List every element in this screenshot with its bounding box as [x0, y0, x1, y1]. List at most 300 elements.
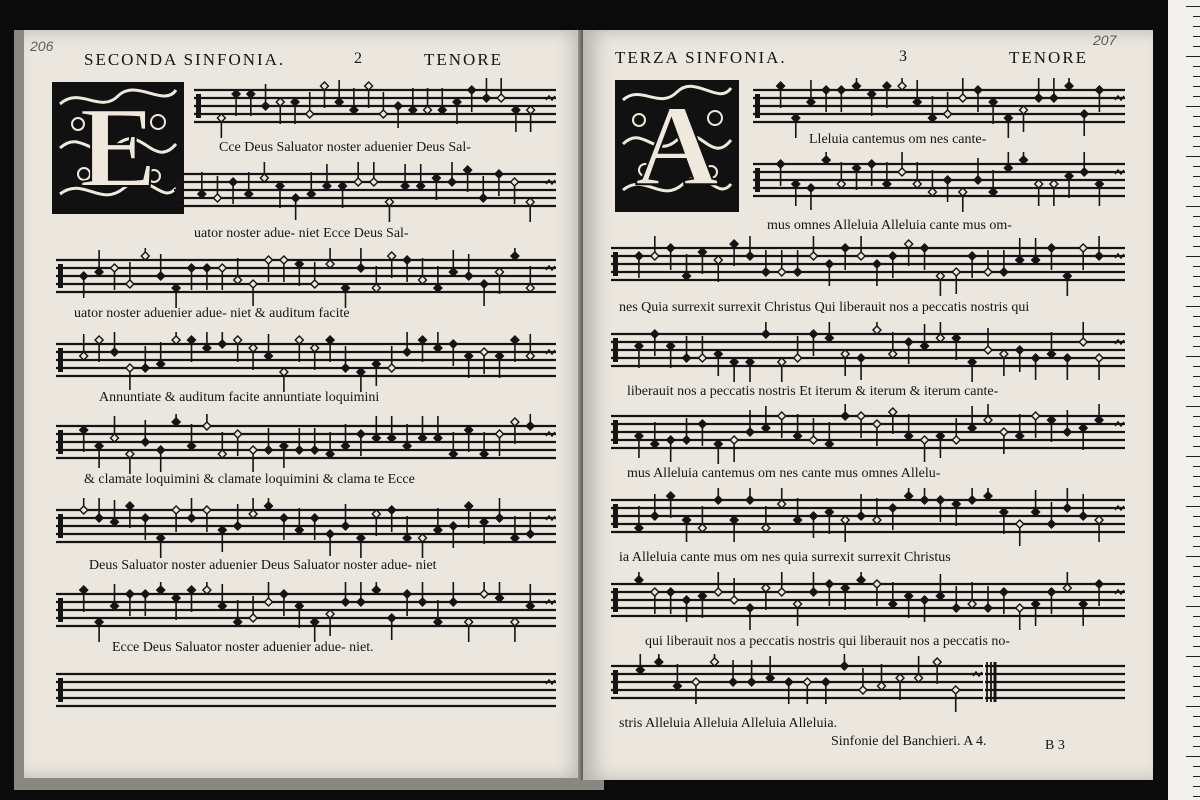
note: [1004, 152, 1012, 172]
note: [1079, 424, 1087, 450]
note: [928, 170, 936, 196]
ruler-tick: [1193, 576, 1200, 577]
note: [913, 162, 921, 188]
note: [683, 254, 691, 280]
note: [635, 506, 643, 532]
note: [95, 336, 103, 362]
lyric-line: Deus Saluator noster aduenier Deus Saluator noster adue- niet: [89, 558, 437, 573]
note: [878, 664, 886, 690]
note: [933, 658, 941, 684]
lyric-line: mus omnes Alleluia Alleluia cante mus om-: [767, 218, 1012, 233]
ruler-tick: [1193, 16, 1200, 17]
clef-mark: [613, 504, 618, 528]
note: [480, 518, 488, 544]
note: [714, 440, 722, 464]
ruler-tick: [1193, 536, 1200, 537]
note: [936, 574, 944, 600]
note: [234, 258, 242, 284]
note: [655, 654, 663, 666]
note: [218, 526, 226, 552]
note: [388, 252, 396, 278]
ruler-tick: [1193, 36, 1200, 37]
note: [698, 248, 706, 274]
note: [323, 164, 331, 190]
lyric-line: uator noster aduenier adue- niet & auditum facite: [74, 306, 350, 321]
note: [746, 488, 754, 504]
note: [234, 600, 242, 626]
note: [496, 268, 504, 294]
note: [651, 422, 659, 448]
music-staff: [56, 414, 556, 474]
note: [896, 674, 904, 700]
ruler-tick: [1186, 356, 1200, 357]
clef-mark: [613, 420, 618, 444]
note: [265, 334, 273, 360]
note: [465, 502, 473, 528]
note: [403, 516, 411, 542]
lyric-line: ia Alleluia cante mus om nes quia surrexit surrexit Christus: [619, 550, 951, 565]
note: [203, 582, 211, 594]
note: [295, 602, 303, 628]
note: [218, 432, 226, 458]
note: [372, 266, 380, 292]
note: [172, 284, 180, 308]
note: [526, 414, 534, 430]
note: [840, 654, 848, 670]
note: [80, 586, 88, 612]
clef-mark: [58, 598, 63, 622]
note: [792, 180, 800, 206]
note: [276, 98, 284, 124]
note: [496, 582, 504, 602]
note: [1065, 78, 1073, 90]
note: [1035, 180, 1043, 206]
music-staff: [611, 488, 1125, 548]
note: [667, 342, 675, 368]
note: [730, 240, 738, 266]
clef-mark: [58, 430, 63, 454]
ruler-tick: [1186, 206, 1200, 207]
note: [794, 600, 802, 626]
note: [480, 432, 488, 458]
decorated-initial: [52, 82, 184, 214]
ruler-tick: [1193, 526, 1200, 527]
ruler-tick: [1193, 186, 1200, 187]
note: [276, 182, 284, 208]
note: [667, 492, 675, 518]
ruler-tick: [1193, 546, 1200, 547]
note: [172, 414, 180, 426]
note: [921, 488, 929, 504]
ruler-tick: [1193, 116, 1200, 117]
note: [989, 170, 997, 196]
note: [249, 344, 257, 370]
clef-mark: [196, 94, 201, 118]
note: [249, 498, 257, 518]
ruler-tick: [1193, 346, 1200, 347]
note: [853, 164, 861, 190]
music-staff: [194, 78, 556, 138]
note: [526, 334, 534, 360]
note: [417, 164, 425, 190]
note: [188, 336, 196, 362]
note: [434, 416, 442, 442]
clef-mark: [755, 94, 760, 118]
ruler-tick: [1186, 256, 1200, 257]
note: [1065, 172, 1073, 198]
note: [841, 350, 849, 376]
lyric-line: Cce Deus Saluator noster aduenier Deus Sal-: [219, 140, 471, 155]
note: [959, 188, 967, 212]
note: [873, 322, 881, 334]
note: [873, 498, 881, 524]
note: [822, 152, 830, 164]
ruler-tick: [1193, 196, 1200, 197]
note: [311, 344, 319, 370]
note: [157, 534, 165, 558]
note: [711, 654, 719, 666]
note: [673, 664, 681, 690]
note: [868, 90, 876, 116]
ruler-tick: [1193, 136, 1200, 137]
gathering-mark: B 3: [1045, 738, 1065, 753]
note: [401, 164, 409, 190]
note: [1032, 238, 1040, 264]
ruler-tick: [1193, 466, 1200, 467]
ruler-tick: [1193, 416, 1200, 417]
lyric-line: Lleluia cantemus om nes cante-: [809, 132, 987, 147]
ruler-tick: [1193, 566, 1200, 567]
note: [95, 250, 103, 276]
lyric-line: liberauit nos a peccatis nostris Et iterum & iterum & iterum cante-: [627, 384, 999, 399]
ruler-tick: [1186, 506, 1200, 507]
note: [698, 592, 706, 618]
note: [203, 332, 211, 352]
note: [1016, 414, 1024, 440]
ruler-tick: [1186, 606, 1200, 607]
ruler-tick: [1186, 456, 1200, 457]
ruler-tick: [1193, 126, 1200, 127]
note: [1047, 416, 1055, 442]
note: [465, 618, 473, 642]
ruler-tick: [1193, 776, 1200, 777]
note: [1095, 404, 1103, 424]
note: [825, 322, 833, 342]
ruler-tick: [1193, 286, 1200, 287]
note: [1000, 350, 1008, 376]
note: [449, 432, 457, 458]
note: [172, 594, 180, 620]
ruler-tick: [1186, 556, 1200, 557]
note: [698, 506, 706, 532]
note: [388, 416, 396, 442]
clef-mark: [58, 264, 63, 288]
note: [762, 406, 770, 432]
ruler-tick: [1186, 56, 1200, 57]
note: [635, 432, 643, 458]
ruler-tick: [1193, 366, 1200, 367]
note: [777, 82, 785, 108]
note: [141, 248, 149, 260]
lyric-line: Ecce Deus Saluator noster aduenier adue- niet.: [112, 640, 374, 655]
note: [526, 266, 534, 292]
note: [635, 342, 643, 368]
ruler-tick: [1193, 596, 1200, 597]
ruler-tick: [1193, 586, 1200, 587]
note: [683, 516, 691, 542]
note: [111, 584, 119, 610]
music-staff: [611, 404, 1125, 464]
lyric-line: Annuntiate & auditum facite annuntiate loquimini: [99, 390, 380, 405]
ruler-tick: [1193, 46, 1200, 47]
ruler-tick: [1193, 626, 1200, 627]
note: [1000, 508, 1008, 534]
note: [157, 582, 165, 594]
note: [857, 572, 865, 584]
note: [357, 534, 365, 558]
voice-part-label: TENORE: [1009, 48, 1089, 67]
ruler-tick: [1193, 296, 1200, 297]
ruler-tick: [1193, 686, 1200, 687]
note: [968, 406, 976, 432]
note: [778, 358, 786, 382]
note: [762, 584, 770, 610]
ruler-tick: [1193, 516, 1200, 517]
music-staff: [56, 662, 556, 722]
initial-letter: E: [79, 83, 157, 212]
note: [111, 416, 119, 442]
clef-mark: [58, 514, 63, 538]
ruler-tick: [1193, 246, 1200, 247]
right-page: [583, 30, 1153, 780]
note: [1079, 600, 1087, 626]
note: [385, 198, 393, 222]
note: [409, 88, 417, 114]
clef-mark: [58, 678, 63, 702]
note: [984, 404, 992, 424]
ruler-tick: [1193, 236, 1200, 237]
ruler-tick: [1193, 476, 1200, 477]
ruler-tick: [1193, 326, 1200, 327]
ruler-tick: [1193, 696, 1200, 697]
note: [794, 498, 802, 524]
note: [928, 96, 936, 122]
note: [511, 418, 519, 444]
note: [837, 162, 845, 188]
ruler-tick: [1186, 706, 1200, 707]
note: [342, 424, 350, 450]
ruler-tick: [1193, 796, 1200, 797]
lyric-line: nes Quia surrexit surrexit Christus Qui liberauit nos a peccatis nostris qui: [619, 300, 1030, 315]
lyric-line: mus Alleluia cantemus om nes cante mus omnes Allelu-: [627, 466, 941, 481]
note: [1004, 114, 1012, 138]
note: [730, 358, 738, 382]
note: [465, 426, 473, 452]
note: [172, 332, 180, 344]
note: [295, 260, 303, 286]
note: [419, 336, 427, 362]
ruler-tick: [1193, 336, 1200, 337]
note: [1063, 272, 1071, 296]
note: [434, 332, 442, 352]
lyric-line: qui liberauit nos a peccatis nostris qui liberauit nos a peccatis no-: [645, 634, 1011, 649]
note: [465, 352, 473, 378]
note: [434, 266, 442, 292]
note: [95, 618, 103, 642]
ruler-tick: [1193, 636, 1200, 637]
clef-mark: [176, 178, 181, 202]
note: [432, 174, 440, 200]
note: [762, 506, 770, 532]
ruler-tick: [1193, 486, 1200, 487]
note: [636, 654, 644, 674]
note: [372, 510, 380, 536]
note: [335, 80, 343, 106]
ruler-tick: [1186, 306, 1200, 307]
ruler-tick: [1193, 276, 1200, 277]
note: [905, 592, 913, 618]
note: [1095, 180, 1103, 206]
final-barline: [985, 654, 1125, 714]
ruler-tick: [1186, 656, 1200, 657]
ruler-tick: [1193, 316, 1200, 317]
note: [936, 272, 944, 296]
note: [952, 334, 960, 360]
note: [635, 572, 643, 584]
note: [280, 368, 288, 392]
ruler-tick: [1193, 766, 1200, 767]
note: [825, 508, 833, 534]
note: [245, 172, 253, 198]
note: [234, 336, 242, 362]
note: [921, 324, 929, 350]
note: [915, 656, 923, 682]
note: [511, 516, 519, 542]
lyric-line: uator noster adue- niet Ecce Deus Sal-: [194, 226, 409, 241]
note: [419, 258, 427, 284]
note: [434, 600, 442, 626]
note: [342, 284, 350, 308]
music-staff: [56, 248, 556, 308]
note: [883, 162, 891, 188]
note: [1016, 238, 1024, 264]
note: [350, 88, 358, 114]
note: [766, 656, 774, 682]
note: [913, 80, 921, 106]
note: [453, 98, 461, 124]
note: [714, 488, 722, 504]
note: [217, 114, 225, 138]
note: [883, 82, 891, 108]
note: [126, 450, 134, 474]
note: [326, 336, 334, 362]
ruler-tick: [1193, 496, 1200, 497]
note: [480, 582, 488, 598]
note: [357, 368, 365, 392]
note: [295, 336, 303, 362]
ruler-tick: [1193, 666, 1200, 667]
clef-mark: [755, 168, 760, 192]
ruler-tick: [1193, 176, 1200, 177]
note: [794, 414, 802, 440]
ruler-tick: [1193, 146, 1200, 147]
note: [746, 358, 754, 382]
note: [853, 78, 861, 90]
music-staff: [753, 152, 1125, 212]
note: [968, 582, 976, 608]
ruler-tick: [1193, 746, 1200, 747]
note: [365, 82, 373, 108]
lyric-line: & clamate loquimini & clamate loquimini & clama te Ecce: [84, 472, 415, 487]
note: [265, 498, 273, 510]
ruler-tick: [1193, 786, 1200, 787]
note: [936, 322, 944, 342]
note: [984, 488, 992, 500]
note: [307, 172, 315, 198]
note: [188, 424, 196, 450]
note: [952, 500, 960, 526]
note: [280, 442, 288, 468]
ruler-tick: [1193, 86, 1200, 87]
note: [1020, 152, 1028, 164]
ruler-tick: [1193, 226, 1200, 227]
note: [157, 342, 165, 368]
note: [111, 500, 119, 526]
ruler-tick: [1193, 166, 1200, 167]
note: [1047, 332, 1055, 358]
note: [320, 82, 328, 108]
note: [295, 508, 303, 534]
note: [126, 502, 134, 528]
music-staff: [174, 162, 556, 222]
note: [260, 162, 268, 182]
lyric-line: stris Alleluia Alleluia Alleluia Alleluia.: [619, 716, 838, 731]
ruler-tick: [1193, 376, 1200, 377]
note: [372, 416, 380, 442]
ruler-tick: [1193, 736, 1200, 737]
note: [198, 172, 206, 198]
music-staff: [56, 332, 556, 392]
note: [326, 432, 334, 458]
note: [419, 534, 427, 558]
note: [511, 336, 519, 362]
ruler-tick: [1193, 216, 1200, 217]
note: [889, 582, 897, 608]
page-title: TERZA SINFONIA.: [615, 48, 787, 67]
note: [326, 248, 334, 268]
ruler-tick: [1193, 676, 1200, 677]
page-number: 3: [899, 48, 907, 65]
note: [291, 98, 299, 124]
note: [232, 90, 240, 116]
clef-mark: [613, 670, 618, 694]
note: [339, 182, 347, 208]
note: [438, 88, 446, 114]
music-staff: [56, 498, 556, 558]
pencil-folio-mark: 206: [30, 38, 54, 54]
note: [841, 584, 849, 610]
ruler-tick: [1193, 66, 1200, 67]
ruler-tick: [1193, 386, 1200, 387]
note: [968, 358, 976, 382]
note: [496, 352, 504, 378]
note: [1020, 106, 1028, 132]
ruler-tick: [1193, 646, 1200, 647]
note: [218, 332, 226, 348]
note: [1050, 180, 1058, 206]
music-staff: [611, 236, 1125, 296]
music-staff: [611, 654, 983, 714]
